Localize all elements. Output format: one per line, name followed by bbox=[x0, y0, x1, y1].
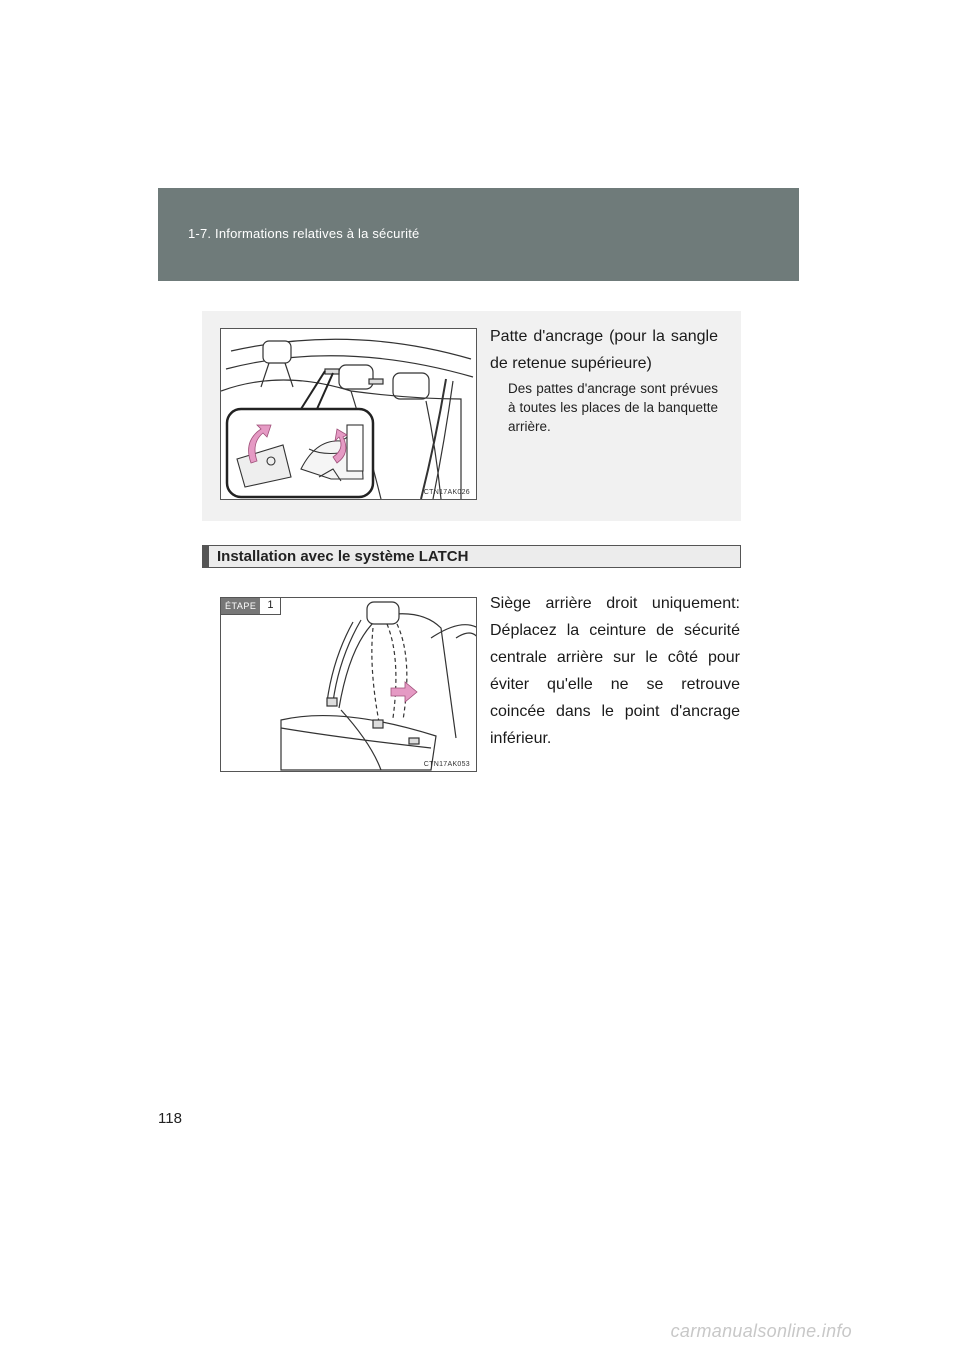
heading-accent-bar bbox=[203, 546, 209, 567]
section-header-bar bbox=[158, 188, 799, 281]
watermark: carmanualsonline.info bbox=[670, 1321, 852, 1341]
rear-seat-belt-drawing bbox=[221, 598, 477, 772]
step-number: 1 bbox=[260, 598, 280, 614]
step-badge bbox=[221, 598, 281, 615]
anchor-bracket-title: Patte d'ancrage (pour la sangle de retenue supérieure) bbox=[490, 328, 718, 372]
figure-code: CTN17AK053 bbox=[423, 761, 470, 768]
latch-step-illustration bbox=[220, 597, 477, 772]
anchor-bracket-note: Des pattes d'ancrage sont prévues à toutes les places de la banquette arrière. bbox=[508, 381, 718, 434]
anchor-bracket-illustration bbox=[220, 328, 477, 500]
step-label: ÉTAPE bbox=[221, 598, 260, 614]
page-number: 118 bbox=[158, 1110, 182, 1127]
latch-heading-text: Installation avec le système LATCH bbox=[217, 548, 469, 565]
latch-section-heading bbox=[202, 545, 741, 568]
figure-code: CTN17AK026 bbox=[423, 489, 470, 496]
section-title: 1-7. Informations relatives à la sécurité bbox=[188, 226, 420, 241]
rear-seat-anchor-drawing bbox=[221, 329, 477, 500]
latch-step-instructions: Siège arrière droit uniquement: Déplacez la ceinture de sécurité centrale arrière sur le côté pour éviter qu'elle ne se retrouve coincée dans le point d'ancrage inférieur. bbox=[490, 595, 740, 747]
anchor-bracket-panel bbox=[202, 311, 741, 521]
